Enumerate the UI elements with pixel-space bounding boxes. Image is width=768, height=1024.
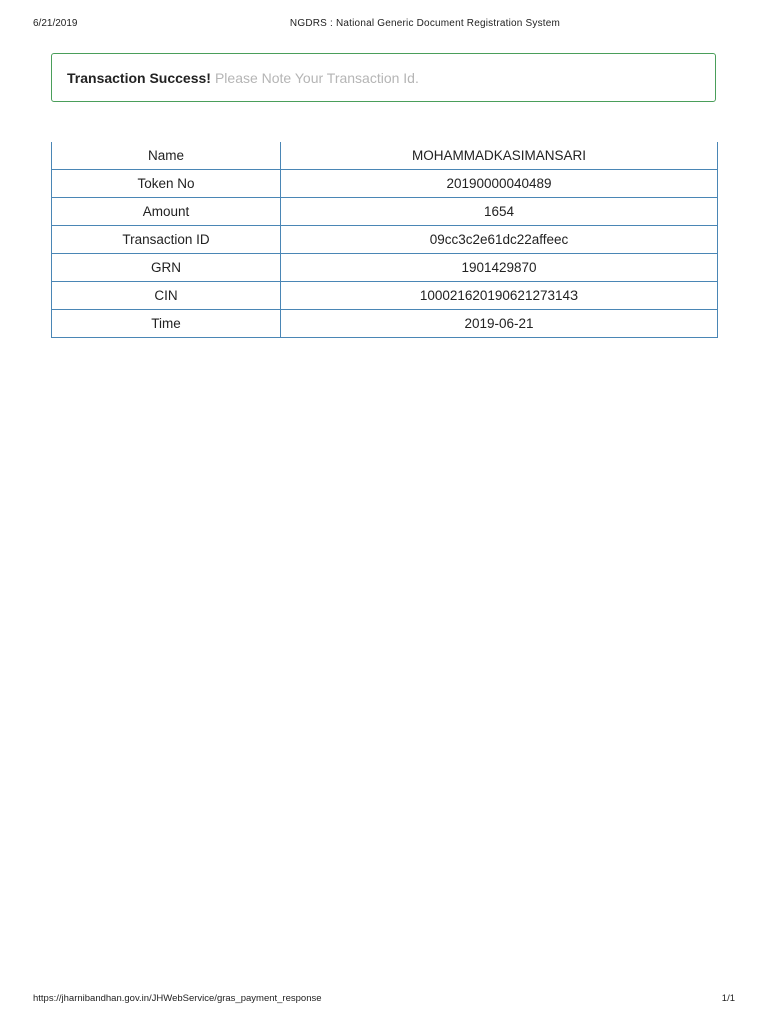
alert-message: Please Note Your Transaction Id. — [214, 69, 419, 86]
print-header — [0, 18, 768, 32]
row-label: GRN — [52, 254, 281, 282]
row-value: 20190000040489 — [281, 170, 718, 198]
table-row — [52, 226, 718, 254]
row-label: CIN — [52, 282, 281, 310]
table-row — [52, 254, 718, 282]
print-page-title: NGDRS : National Generic Document Registration System — [289, 18, 561, 29]
success-alert — [51, 53, 716, 102]
row-label: Time — [52, 310, 281, 338]
table-row — [52, 198, 718, 226]
row-value: 10002162019062127314З — [281, 282, 718, 310]
alert-heading: Transaction Success! — [67, 69, 211, 86]
row-value: 1901429870 — [281, 254, 718, 282]
row-value: MOHAMMADKASIMANSARI — [281, 142, 718, 170]
table-row — [52, 282, 718, 310]
row-label: Amount — [52, 198, 281, 226]
row-value: 09cc3c2e61dc22affeec — [281, 226, 718, 254]
table-row — [52, 142, 718, 170]
row-label: Token No — [52, 170, 281, 198]
table-row — [52, 310, 718, 338]
print-url[interactable]: https://jharnibandhan.gov.in/JHWebService/gras_payment_response — [33, 993, 322, 1004]
row-value: 2019-06-21 — [281, 310, 718, 338]
print-footer — [0, 993, 768, 1007]
row-value: 1654 — [281, 198, 718, 226]
print-date: 6/21/2019 — [33, 18, 78, 29]
transaction-details-table — [51, 142, 718, 338]
row-label: Transaction ID — [52, 226, 281, 254]
table-row — [52, 170, 718, 198]
page-number: 1/1 — [721, 993, 735, 1004]
row-label: Name — [52, 142, 281, 170]
